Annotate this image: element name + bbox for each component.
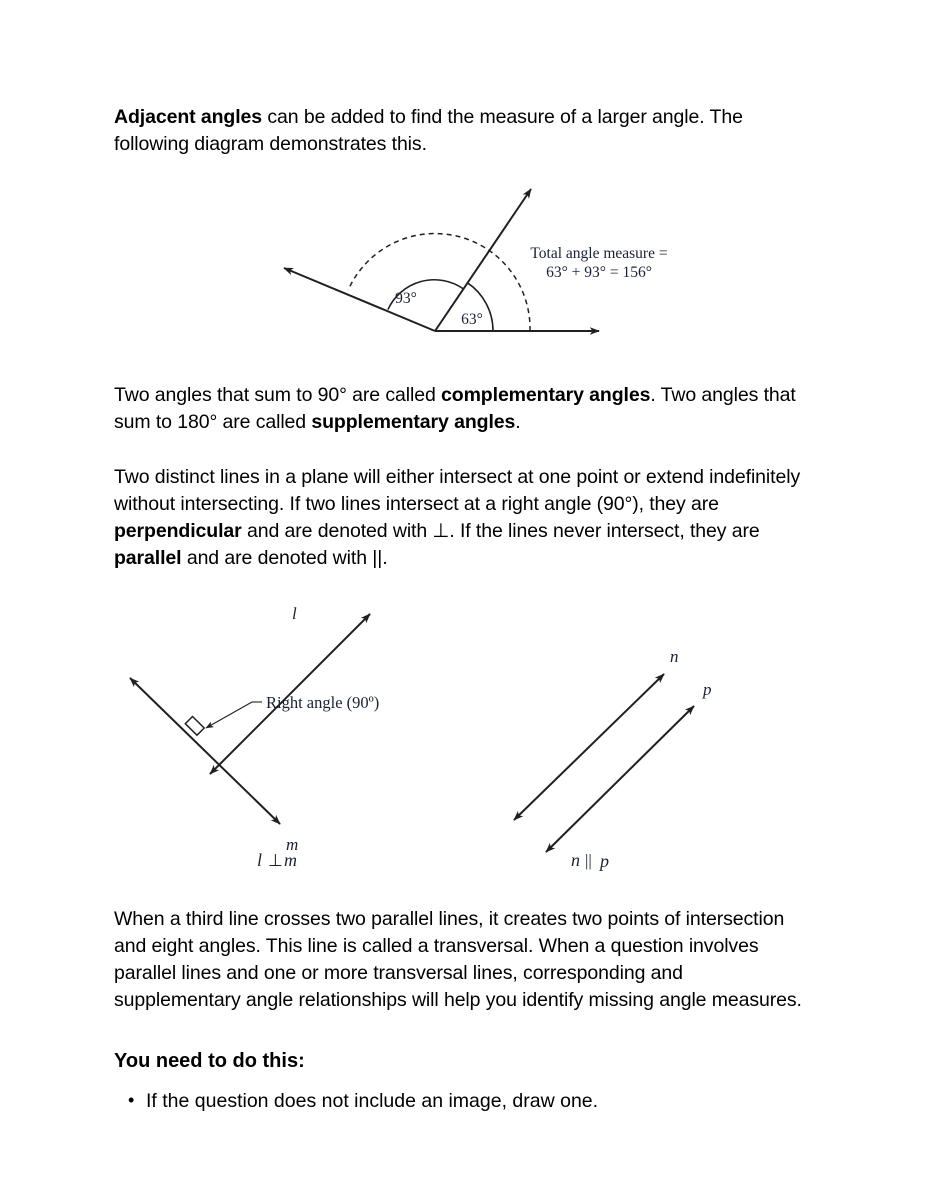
paragraph-adjacent-angles-rest: can be added to find the measure of a larger angle. The following diagram demonstrates this. xyxy=(114,106,743,155)
document-content xyxy=(114,104,814,1115)
label-total-angle-line2: 63° + 93° = 156° xyxy=(546,264,652,281)
ray-middle xyxy=(435,189,531,331)
paragraph-perpendicular-parallel xyxy=(114,464,814,572)
arc-total-156-degrees xyxy=(348,234,530,331)
label-line-p: p xyxy=(703,680,712,699)
lines-diagram xyxy=(114,594,814,884)
relation-perpendicular xyxy=(257,850,297,870)
term-perpendicular: perpendicular xyxy=(114,520,242,542)
line-n xyxy=(514,674,664,820)
right-angle-marker xyxy=(185,717,204,736)
parallel-symbol-icon: || xyxy=(585,851,592,870)
relation-l: l xyxy=(257,850,263,870)
line-m xyxy=(130,678,280,824)
term-complementary-angles: complementary angles xyxy=(441,384,651,406)
paragraph-adjacent-angles xyxy=(114,104,814,158)
label-angle-63: 63° xyxy=(461,311,483,328)
right-angle-leader-line xyxy=(206,702,252,728)
text-complementary-b: . Two angles that sum to 180° are called xyxy=(114,384,796,433)
subheading-you-need-to-do-this: You need to do this: xyxy=(114,1050,305,1072)
text-lines-a: Two distinct lines in a plane will either intersect at one point or extend indefinitely without intersecting. If two lines intersect at a right angle (90°), they are xyxy=(114,466,801,515)
relation-p: p xyxy=(600,851,609,871)
adjacent-angles-diagram xyxy=(114,180,814,360)
text-complementary-a: Two angles that sum to 90° are called xyxy=(114,384,442,406)
line-p xyxy=(546,706,694,852)
term-adjacent-angles: Adjacent angles xyxy=(114,106,263,128)
paragraph-transversal: When a third line crosses two parallel lines, it creates two points of intersection and eight angles. This line is called a transversal. When a question involves parallel lines and one or more transversal lines, corresponding and supplementary angle relationships will help you identify missing angle measures. xyxy=(114,908,802,1011)
label-line-m: m xyxy=(286,835,299,854)
todo-list xyxy=(114,1088,814,1115)
perpendicular-lines-group xyxy=(130,604,379,854)
figure-lines-pair xyxy=(114,594,814,884)
parallel-lines-group xyxy=(514,647,712,852)
text-complementary-c: . xyxy=(515,411,521,433)
label-line-l: l xyxy=(292,604,297,623)
text-lines-b: and are denoted with ⊥. If the lines never intersect, they are xyxy=(241,520,760,542)
paragraph-complementary-supplementary xyxy=(114,382,814,436)
annotation-right-angle: Right angle (90º) xyxy=(266,693,380,712)
label-angle-93: 93° xyxy=(395,290,417,307)
term-supplementary-angles: supplementary angles xyxy=(311,411,516,433)
relation-parallel xyxy=(571,850,609,871)
list-item: • If the question does not include an image, draw one. xyxy=(146,1088,814,1115)
label-total-angle-line1: Total angle measure = xyxy=(530,245,668,262)
relation-n: n xyxy=(571,850,580,870)
text-lines-c: and are denoted with ||. xyxy=(181,547,388,569)
perpendicular-symbol-icon: ⊥ xyxy=(268,851,283,870)
term-parallel: parallel xyxy=(114,547,182,569)
label-line-n: n xyxy=(670,647,679,666)
figure-adjacent-angles xyxy=(114,180,814,360)
relation-m: m xyxy=(284,850,297,870)
